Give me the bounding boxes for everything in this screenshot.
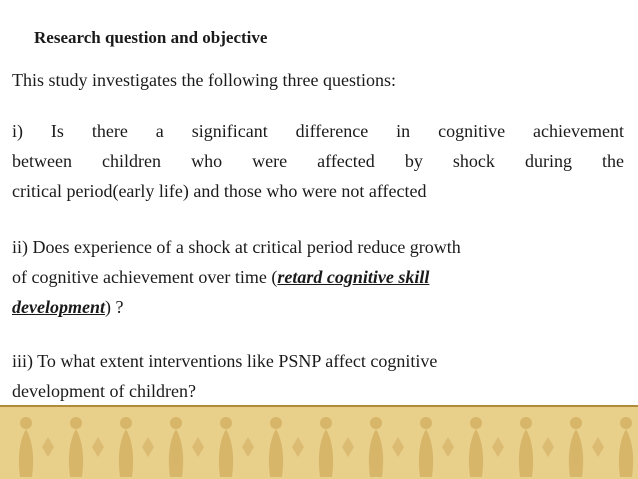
question-1 — [12, 116, 624, 206]
question-2 — [12, 232, 624, 322]
question-2-emphasis-2: development — [12, 297, 105, 317]
pattern-figure-head — [220, 417, 232, 429]
pattern-figure-head — [370, 417, 382, 429]
pattern-figure-head — [70, 417, 82, 429]
pattern-figure — [469, 429, 483, 477]
pattern-figure — [569, 429, 583, 477]
pattern-figure-head — [570, 417, 582, 429]
question-2-end: ) ? — [104, 297, 124, 317]
question-3 — [12, 346, 624, 406]
pattern-figure-head — [170, 417, 182, 429]
question-3-line-1: iii) To what extent interventions like PSNP affect cognitive — [12, 351, 438, 371]
pattern-figure-head — [470, 417, 482, 429]
pattern-figure — [119, 429, 133, 477]
pattern-diamond — [442, 437, 454, 457]
pattern-diamond — [292, 437, 304, 457]
pattern-diamond — [92, 437, 104, 457]
pattern-figure — [319, 429, 333, 477]
pattern-diamond — [192, 437, 204, 457]
pattern-figure — [69, 429, 83, 477]
decorative-pattern — [0, 407, 638, 479]
pattern-figure — [219, 429, 233, 477]
pattern-figure-head — [420, 417, 432, 429]
pattern-diamond — [592, 437, 604, 457]
pattern-diamond — [542, 437, 554, 457]
pattern-group — [19, 417, 638, 477]
pattern-figure — [269, 429, 283, 477]
question-2-emphasis-1: retard cognitive skill — [277, 267, 430, 287]
pattern-figure — [169, 429, 183, 477]
question-1-line-2: between children who were affected by shock during the — [12, 151, 624, 171]
pattern-diamond — [342, 437, 354, 457]
pattern-figure-head — [120, 417, 132, 429]
pattern-figure-head — [520, 417, 532, 429]
question-2-line-1: ii) Does experience of a shock at critical period reduce growth — [12, 237, 461, 257]
pattern-diamond — [42, 437, 54, 457]
question-2-line-2: of cognitive achievement over time ( — [12, 267, 278, 287]
pattern-figure — [619, 429, 633, 477]
pattern-diamond — [492, 437, 504, 457]
question-3-line-2: development of children? — [12, 381, 196, 401]
pattern-figure — [19, 429, 33, 477]
pattern-figure-head — [270, 417, 282, 429]
pattern-figure-head — [620, 417, 632, 429]
intro-text: This study investigates the following three questions: — [12, 70, 396, 90]
pattern-figure — [369, 429, 383, 477]
question-1-line-3: critical period(early life) and those who were not affected — [12, 181, 427, 201]
slide-heading: Research question and objective — [34, 28, 268, 47]
decorative-footer-band — [0, 407, 638, 479]
pattern-diamond — [242, 437, 254, 457]
pattern-diamond — [392, 437, 404, 457]
pattern-figure-head — [20, 417, 32, 429]
pattern-figure — [419, 429, 433, 477]
question-1-line-1: i) Is there a significant difference in cognitive achievement — [12, 121, 624, 141]
pattern-figure — [519, 429, 533, 477]
pattern-figure-head — [320, 417, 332, 429]
pattern-diamond — [142, 437, 154, 457]
